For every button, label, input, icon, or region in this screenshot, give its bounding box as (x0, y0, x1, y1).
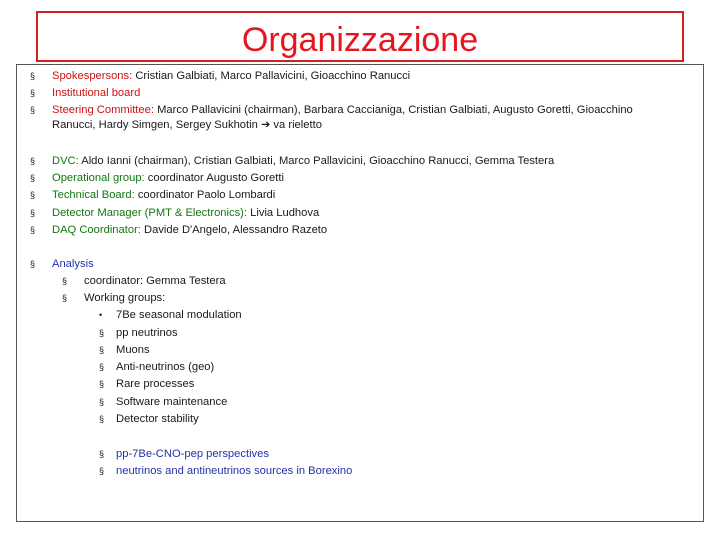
bullet-icon: § (30, 208, 36, 218)
working-group-item: Anti-neutrinos (geo) (116, 361, 215, 373)
perspective-item: pp-7Be-CNO-pep perspectives (116, 448, 269, 460)
steering-line-2 (52, 118, 322, 132)
working-group-item: Software maintenance (116, 396, 228, 408)
working-group-item: 7Be seasonal modulation (116, 309, 242, 321)
bullet-icon: § (30, 105, 36, 115)
working-groups-label: Working groups: (84, 292, 166, 304)
steering-label: Steering Committee: (52, 104, 154, 116)
steering-value-2: Ranucci, Hardy Simgen, Sergey Sukhotin (52, 119, 258, 131)
steering-suffix: va rieletto (273, 119, 322, 131)
detector-value: Livia Ludhova (250, 207, 320, 219)
bullet-icon: § (99, 345, 105, 355)
dvc-value: Aldo Ianni (chairman), Cristian Galbiati, Marco Pallavicini, Gioacchino Ranucci, Gemma Testera (81, 155, 555, 167)
bullet-icon: § (62, 276, 68, 286)
technical-line (52, 188, 275, 202)
spokespersons-value: Cristian Galbiati, Marco Pallavicini, Gioacchino Ranucci (135, 70, 411, 82)
detector-line (52, 206, 319, 220)
dvc-label: DVC: (52, 155, 79, 167)
bullet-icon: § (30, 259, 36, 269)
steering-line-1 (52, 103, 633, 117)
working-group-item: pp neutrinos (116, 327, 178, 339)
dvc-line (52, 154, 554, 168)
daq-line (52, 223, 327, 237)
bullet-icon: § (62, 293, 68, 303)
page-title: Organizzazione (241, 21, 479, 59)
daq-label: DAQ Coordinator: (52, 224, 141, 236)
bullet-icon: § (99, 362, 105, 372)
technical-value: coordinator Paolo Lombardi (137, 189, 276, 201)
bullet-icon: § (30, 71, 36, 81)
bullet-icon: § (99, 466, 105, 476)
operational-line (52, 171, 284, 185)
analysis-label: Analysis (52, 258, 94, 270)
working-group-item: Detector stability (116, 413, 199, 425)
bullet-icon: § (30, 156, 36, 166)
bullet-icon: § (99, 449, 105, 459)
analysis-coordinator: coordinator: Gemma Testera (84, 275, 226, 287)
dot-bullet-icon: • (99, 310, 103, 320)
detector-label: Detector Manager (PMT & Electronics): (52, 207, 248, 219)
steering-value-1: Marco Pallavicini (chairman), Barbara Caccianiga, Cristian Galbiati, Augusto Goretti, Gioacchino (157, 104, 633, 116)
bullet-icon: § (99, 397, 105, 407)
working-group-item: Rare processes (116, 378, 195, 390)
bullet-icon: § (99, 414, 105, 424)
spokespersons-label: Spokespersons: (52, 70, 133, 82)
working-group-item: Muons (116, 344, 150, 356)
bullet-icon: § (30, 173, 36, 183)
bullet-icon: § (30, 190, 36, 200)
operational-label: Operational group: (52, 172, 145, 184)
spokespersons-line (52, 69, 410, 83)
technical-label: Technical Board: (52, 189, 135, 201)
operational-value: coordinator Augusto Goretti (147, 172, 284, 184)
title-frame (36, 11, 684, 62)
arrow-right-icon: ➔ (260, 119, 271, 131)
bullet-icon: § (30, 88, 36, 98)
daq-value: Davide D'Angelo, Alessandro Razeto (144, 224, 328, 236)
bullet-icon: § (99, 328, 105, 338)
bullet-icon: § (30, 225, 36, 235)
institutional-board: Institutional board (52, 87, 141, 99)
perspective-item: neutrinos and antineutrinos sources in Borexino (116, 465, 353, 477)
bullet-icon: § (99, 379, 105, 389)
